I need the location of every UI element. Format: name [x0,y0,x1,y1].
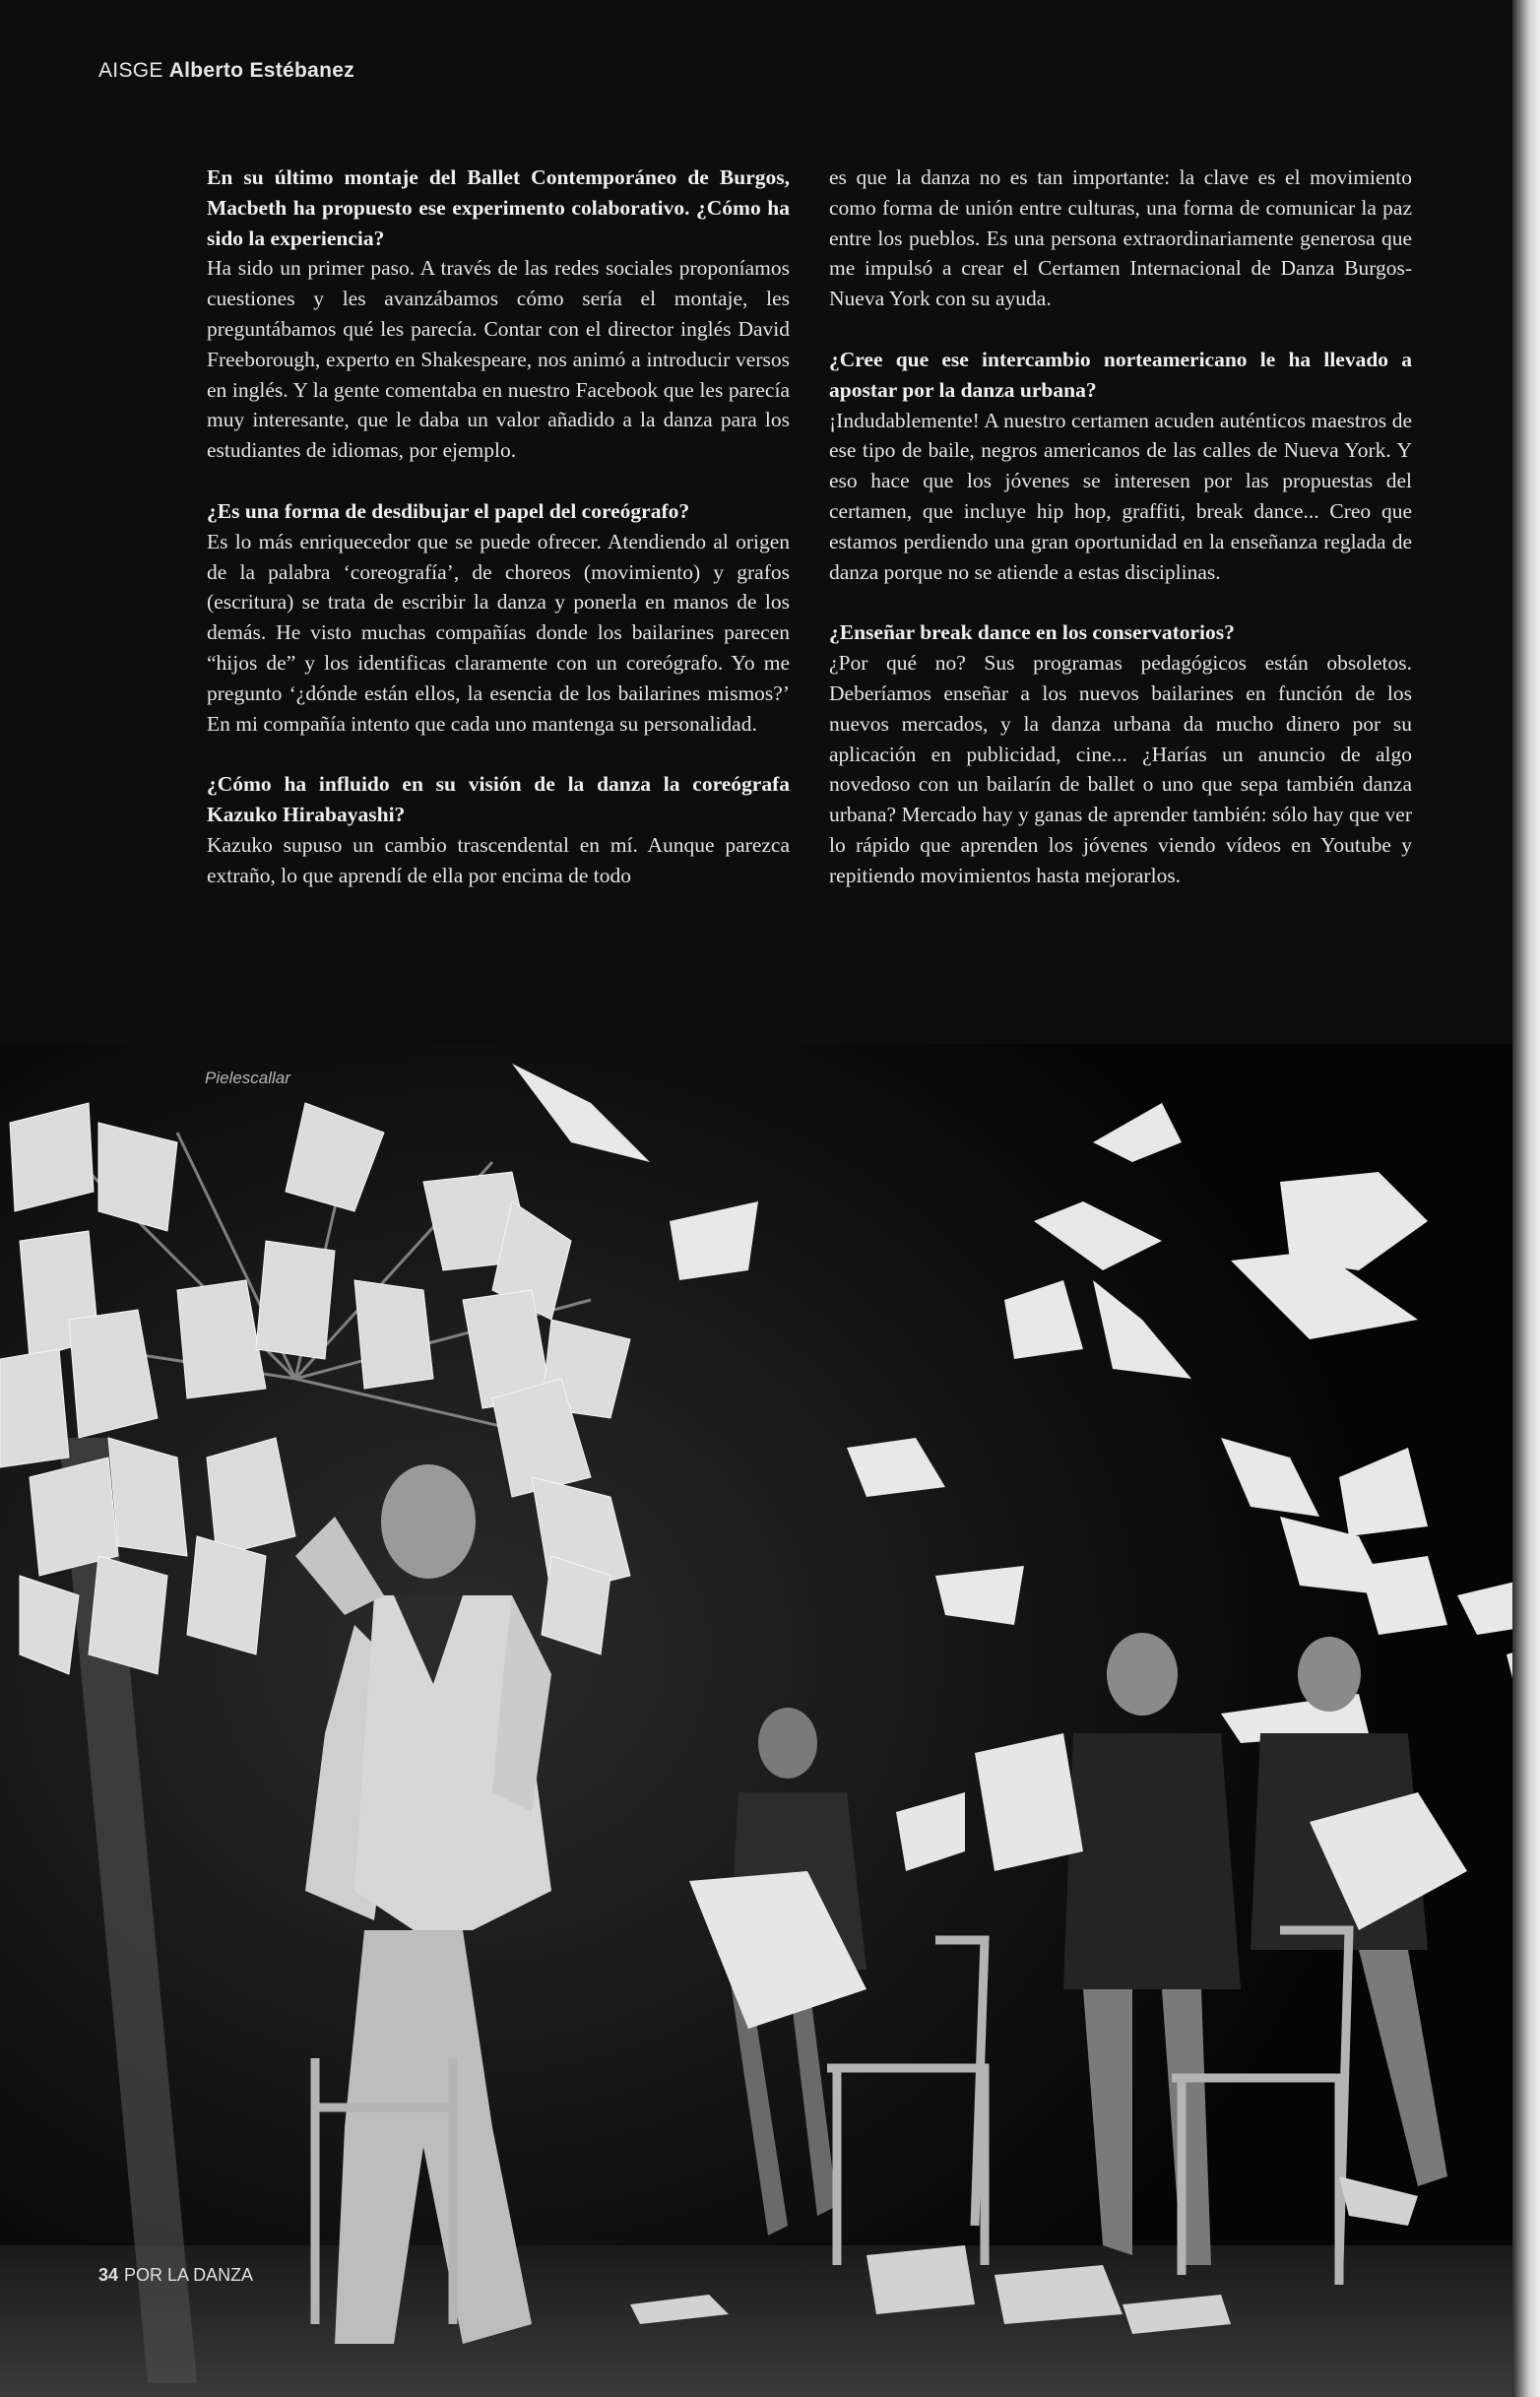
question: ¿Cómo ha influido en su visión de la danza la coreógrafa Kazuko Hirabayashi? [207,772,790,827]
photo-credit: Pielescallar [205,1069,290,1087]
answer: ¿Por qué no? Sus programas pedagógicos están obsoletos. Deberíamos enseñar a los nuevos bailarines en función de los nuevos mercados, y la danza urbana da mucho dinero por su aplicación en publicidad, cine... ¿Harías un anuncio de algo novedoso con un bailarín de ballet o uno que sepa también danza urbana? Mercado hay y ganas de aprender también: sólo hay que ver lo rápido que aprenden los jóvenes viendo vídeos en Youtube y repitiendo movimientos hasta mejorarlos. [829,651,1412,887]
question: ¿Es una forma de desdibujar el papel del coreógrafo? [207,498,690,523]
answer: Kazuko supuso un cambio trascendental en mí. Aunque parezca extraño, lo que aprendí de ella por encima de todo [207,832,790,887]
magazine-name: POR LA DANZA [124,2265,254,2285]
answer: es que la danza no es tan importante: la clave es el movimiento como forma de unión entre culturas, una forma de comunicar la paz entre los pueblos. Es una persona extraordinariamente generosa que me impulsó a crear el Certamen Internacional de Danza Burgos-Nueva York con su ayuda. [829,165,1412,311]
answer: Ha sido un primer paso. A través de las redes sociales proponíamos cuestiones y les avanzábamos cómo sería el montaje, les preguntábamos qué les parecía. Contar con el director inglés David Freeborough, experto en Shakespeare, nos animó a introducir versos en inglés. Y la gente comentaba en nuestro Facebook que les parecía muy interesante, que le daba un valor añadido a la danza para los estudiantes de idiomas, por ejemplo. [207,256,790,463]
question: En su último montaje del Ballet Contemporáneo de Burgos, Macbeth ha propuesto ese experimento colaborativo. ¿Cómo ha sido la experiencia? [207,165,790,250]
header-section: AISGE [98,59,163,82]
stage-photo [0,1044,1540,2397]
page-number: 34 [98,2265,119,2285]
right-column [829,162,1412,891]
answer: ¡Indudablemente! A nuestro certamen acuden auténticos maestros de ese tipo de baile, negros americanos de las calles de Nueva York. Y eso hace que los jóvenes se interesen por las propuestas del certamen, que incluye hip hop, graffiti, break dance... Creo que estamos perdiendo una gran oportunidad en la enseñanza reglada de danza porque no se atiende a estas disciplinas. [829,408,1412,584]
answer: Es lo más enriquecedor que se puede ofrecer. Atendiendo al origen de la palabra ‘coreografía’, de choreos (movimiento) y grafos (escritura) se trata de escribir la danza y ponerla en manos de los demás. He visto muchas compañías donde los bailarines parecen “hijos de” y los identificas claramente con un coreógrafo. Yo me pregunto ‘¿dónde están ellos, la esencia de los bailarines mismos?’ En mi compañía intento que cada uno mantenga su personalidad. [207,529,790,736]
page-header [98,59,354,83]
question: ¿Enseñar break dance en los conservatorios? [829,620,1235,645]
page-footer [98,2265,253,2286]
header-author: Alberto Estébanez [168,59,355,82]
question: ¿Cree que ese intercambio norteamericano le ha llevado a apostar por la danza urbana? [829,347,1412,402]
page-edge [1512,0,1540,2397]
left-column [207,162,790,891]
